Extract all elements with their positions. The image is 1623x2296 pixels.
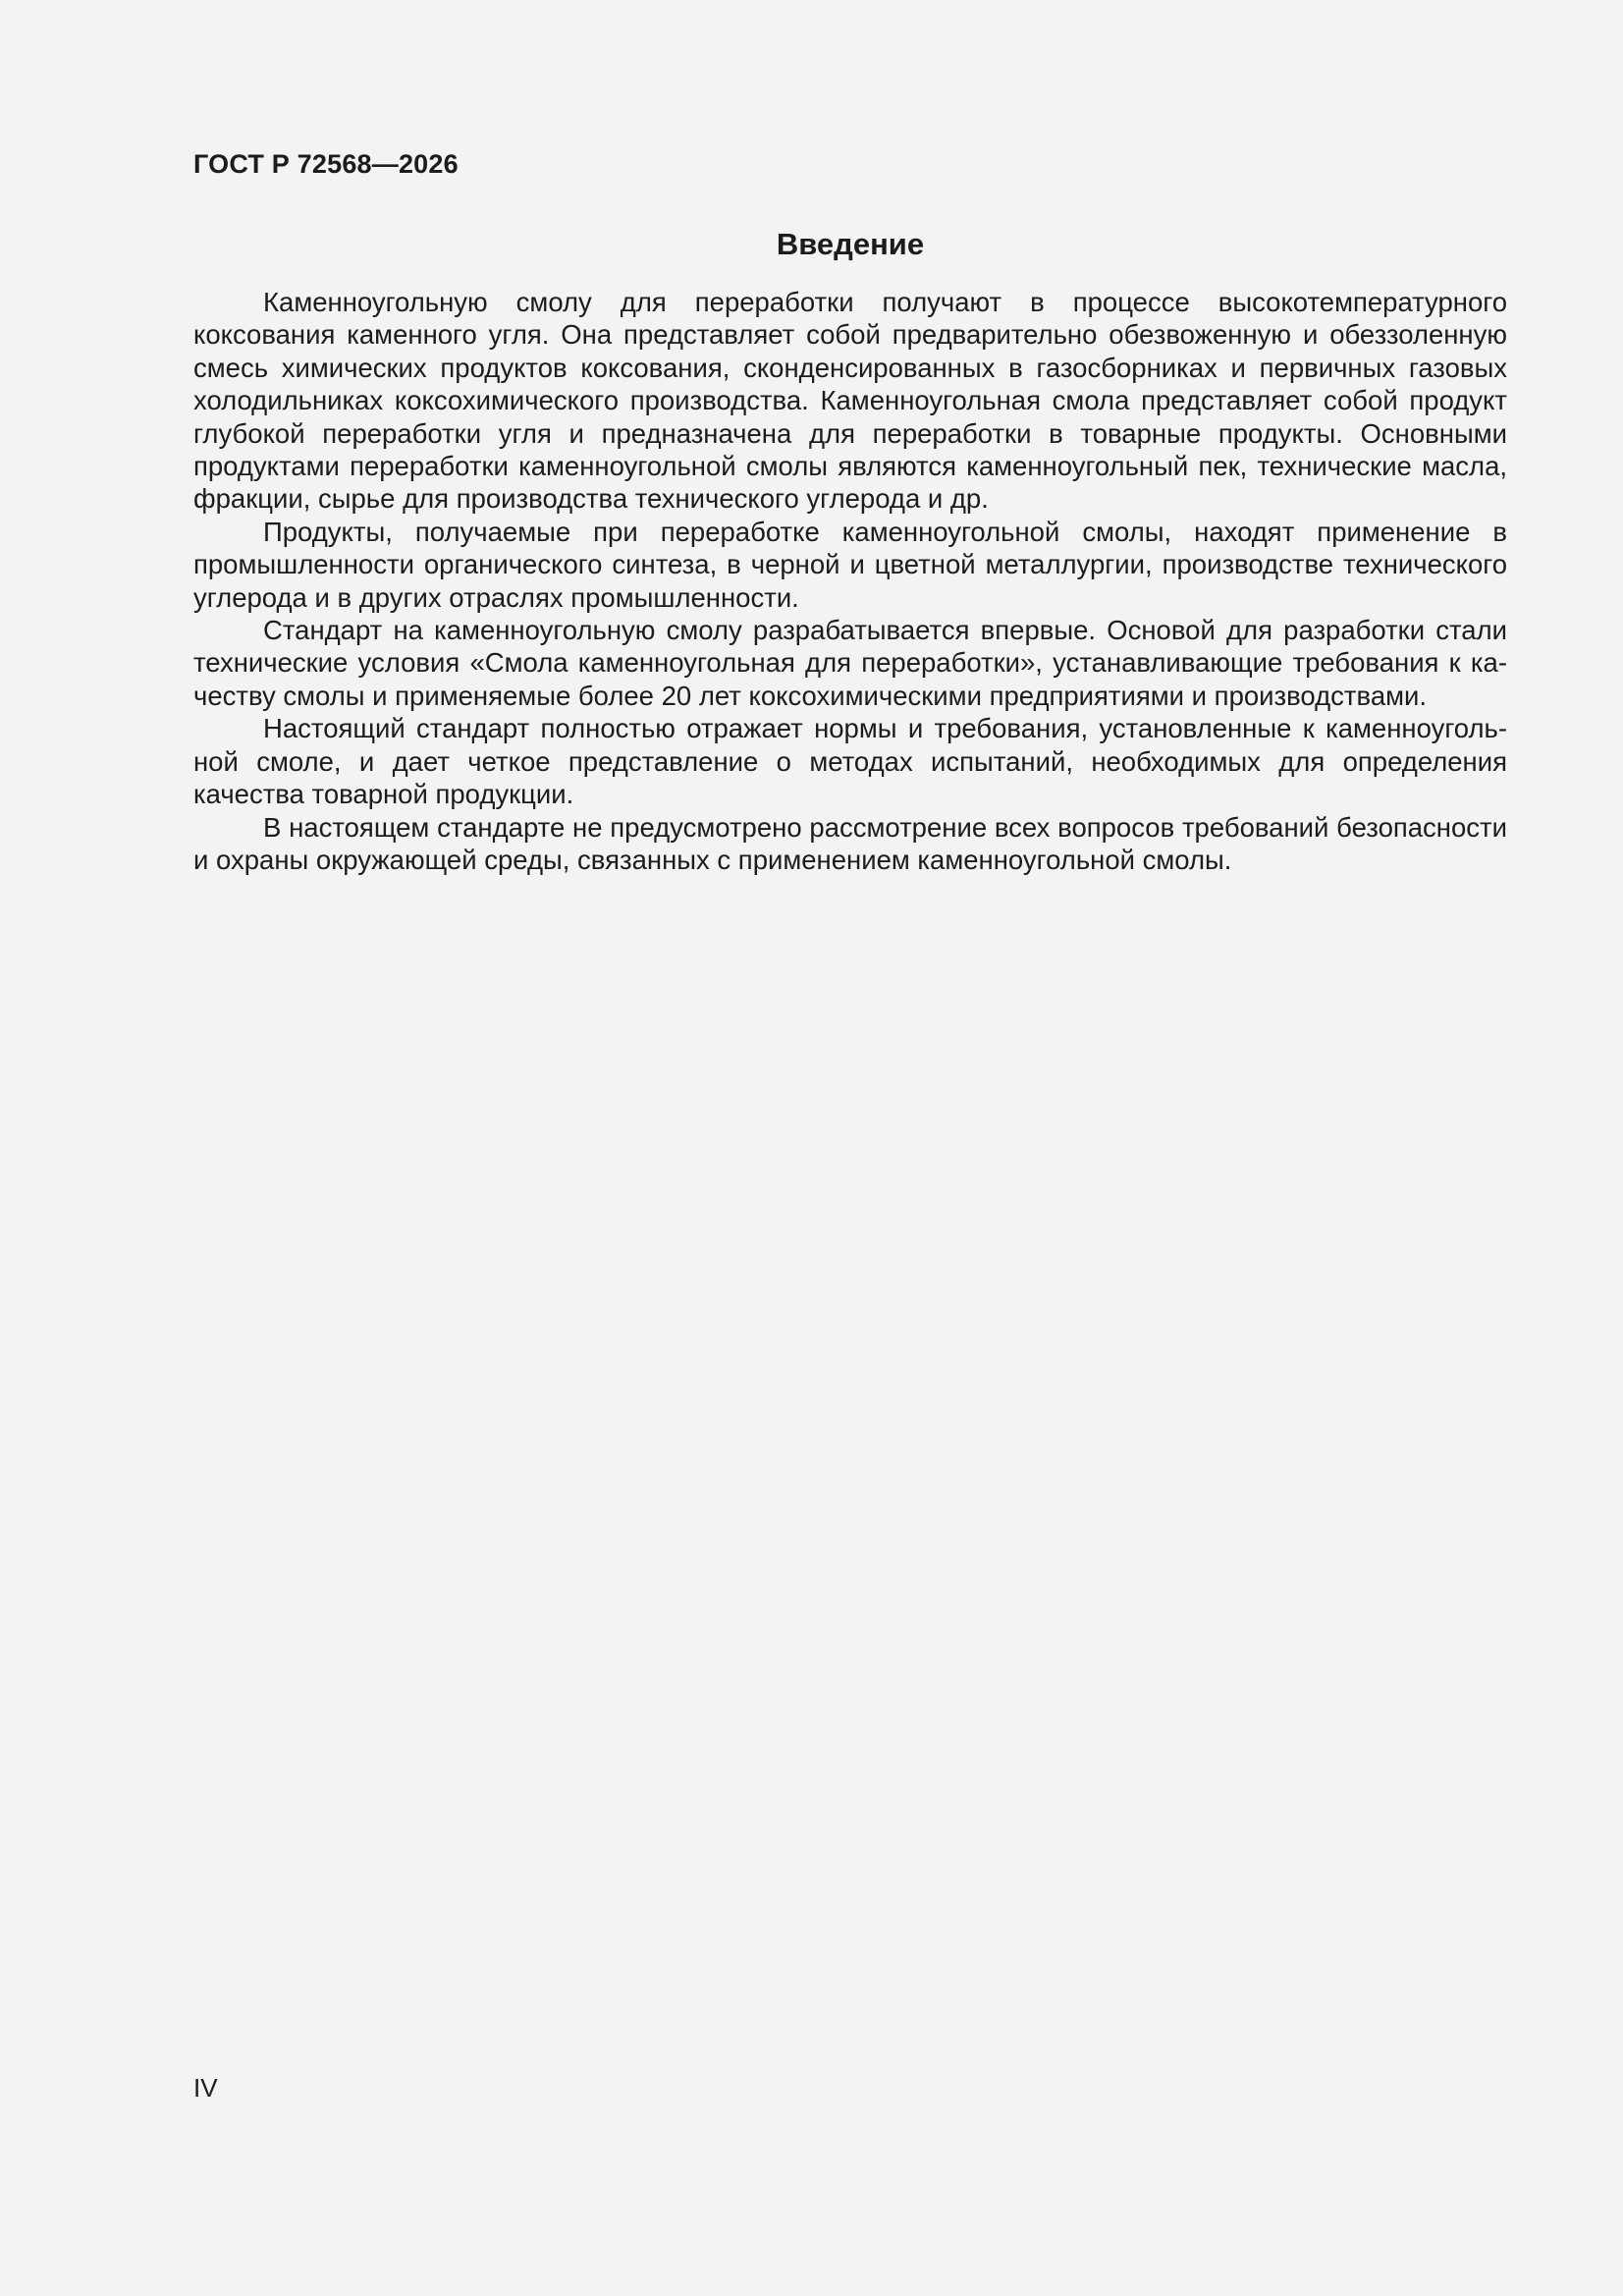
page-number: IV bbox=[193, 2073, 218, 2103]
section-title: Введение bbox=[776, 227, 925, 261]
paragraph: Стандарт на каменноугольную смолу разрабатывается впервые. Основой для разработки стали технические условия «Смола каменноугольная для переработки», устанавливающие требования к качеству смолы и применяемые более 20 лет коксохимическими предприятиями и производствами. bbox=[193, 615, 1507, 711]
paragraph: Настоящий стандарт полностью отражает нормы и требования, установленные к каменноугольной смоле, и дает четкое представление о методах испытаний, необходимых для определения качества товарной продукции. bbox=[193, 713, 1507, 810]
paragraph: Каменноугольную смолу для переработки получают в процессе высокотемпературного коксования каменного угля. Она представляет собой предварительно обезвоженную и обеззоленную смесь химических продуктов коксования, сконденсированных в газосборниках и первичных газовых холодильниках коксохимического производства. Каменноугольная смола представляет собой продукт глубокой переработки угля и предназначена для переработки в товарные продукты. Основными продуктами переработки каменноугольной смолы являются каменноугольный пек, технические масла, фракции, сырье для производства технического углерода и др. bbox=[193, 287, 1507, 515]
paragraph: В настоящем стандарте не предусмотрено рассмотрение всех вопросов требований безопасности и охраны окружающей среды, связанных с применением каменноугольной смолы. bbox=[193, 811, 1507, 875]
document-code: ГОСТ Р 72568—2026 bbox=[193, 149, 459, 179]
paragraph: Продукты, получаемые при переработке каменноугольной смолы, находят применение в промышленности органического синтеза, в черной и цветной металлургии, производстве технического углерода и в других отраслях промышленности. bbox=[193, 516, 1507, 613]
introduction-body bbox=[193, 286, 1507, 876]
